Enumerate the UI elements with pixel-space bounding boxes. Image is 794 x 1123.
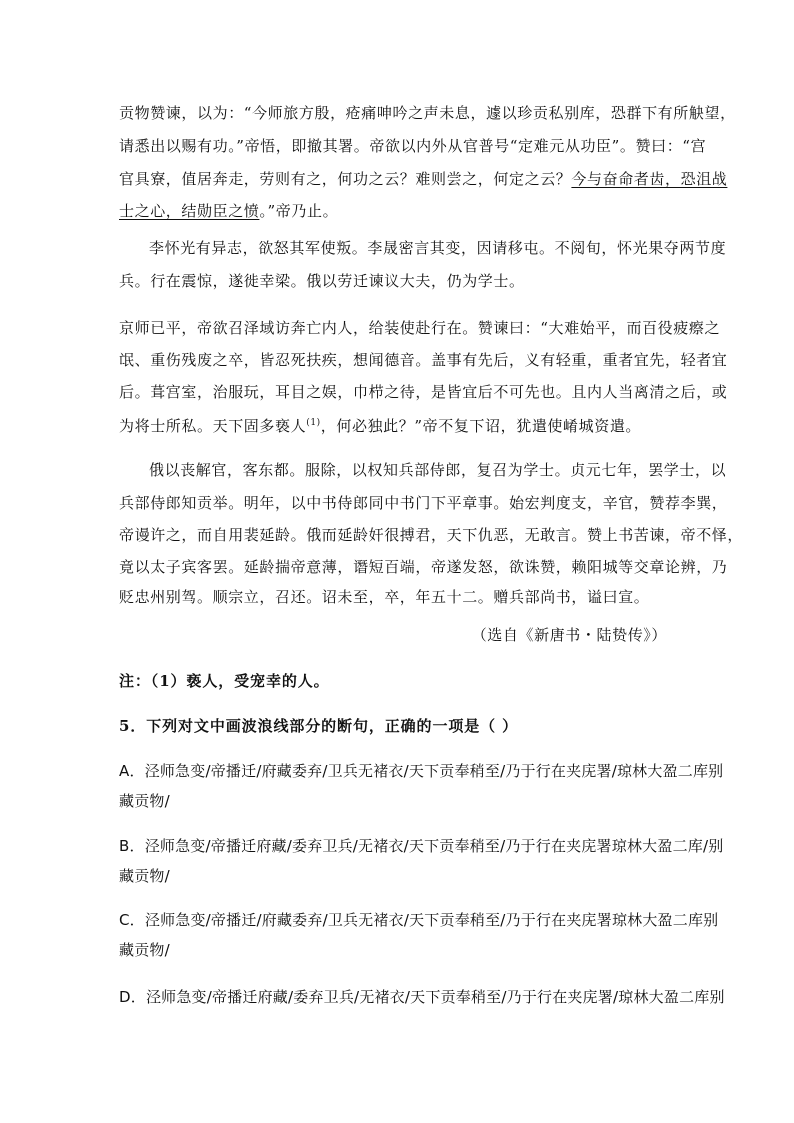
passage-line: 请悉出以赐有功。”帝悟，即撤其署。帝欲以内外从官普号“定难元从功臣”。赞曰：“宫 <box>119 137 707 155</box>
passage-line <box>119 199 679 223</box>
question-stem: 5．下列对文中画波浪线部分的断句，正确的一项是（ ） <box>119 717 519 735</box>
passage-line: 竟以太子宾客罢。延龄揣帝意薄，谮短百端，帝遂发怒，欲诛赞，赖阳城等交章论辨，乃 <box>119 558 728 576</box>
passage-line: 京师已平，帝欲召泽域访奔亡内人，给装使赴行在。赞谏曰：“大难始平，而百役疲瘵之 <box>119 319 721 337</box>
passage-line: 俄以丧解官，客东都。服除，以权知兵部侍郎，复召为学士。贞元七年，罢学士，以 <box>149 461 727 479</box>
passage-line: 贬忠州别驾。顺宗立，召还。诏未至，卒，年五十二。赠兵部尚书，谥曰宣。 <box>119 588 650 606</box>
underlined-text: 士之心，结勋臣之愤 <box>119 202 260 220</box>
option-b-cont: 藏贡物/ <box>119 867 170 885</box>
option-c: C．泾师急变/帝播迁/府藏委弃/卫兵无褚衣/天下贡奉稍至/乃于行在夹庑署琼林大盈二库别 <box>119 911 719 929</box>
option-c-cont: 藏贡物/ <box>119 941 170 959</box>
passage-text: 官具寮，值居奔走，劳则有之，何功之云？难则尝之，何定之云？ <box>119 170 572 188</box>
option-a: A．泾师急变/帝播迁/府藏委弃/卫兵无褚衣/天下贡奉稍至/乃于行在夹庑署/琼林大盈二库别 <box>119 762 724 780</box>
source-citation: （选自《新唐书・陆贽传》） <box>471 626 667 644</box>
passage-line <box>119 411 679 438</box>
underlined-text: 今与奋命者齿，恐沮战 <box>571 170 728 188</box>
passage-text: 为将士所私。天下固多亵人 <box>119 417 307 435</box>
passage-text: 。”帝乃止。 <box>259 202 339 220</box>
passage-line: 兵。行在震惊，遂徙幸梁。俄以劳迁谏议大夫，仍为学士。 <box>119 272 525 290</box>
option-b: B．泾师急变/帝播迁府藏/委弃卫兵/无褚衣/天下贡奉稍至/乃于行在夹庑署琼林大盈二库/别 <box>119 837 724 855</box>
passage-line: 氓、重伤残废之卒，皆忍死扶疾，想闻德音。盖事有先后，义有轻重，重者宜先，轻者宜 <box>119 351 728 369</box>
passage-line: 李怀光有异志，欲怒其军使叛。李晟密言其变，因请移屯。不阅旬，怀光果夺两节度 <box>149 239 727 257</box>
passage-line: 贡物赞谏，以为：“今师旅方殷，疮痛呻吟之声未息，遽以珍贡私别库，恐群下有所觖望， <box>119 104 736 122</box>
option-d: D．泾师急变/帝播迁府藏/委弃卫兵/无褚衣/天下贡奉稍至/乃于行在夹庑署/琼林大盈二库别 <box>119 988 725 1006</box>
option-a-cont: 藏贡物/ <box>119 792 170 810</box>
passage-line: 后。葺宫室，治服玩，耳目之娱，巾栉之待，是皆宜后不可先也。且内人当离清之后，或 <box>119 383 728 401</box>
passage-text: ，何必独此？”帝不复下诏，犹遣使崤城资遣。 <box>320 417 642 435</box>
footnote-marker: (1) <box>306 418 321 428</box>
passage-line <box>119 167 728 191</box>
footnote: 注：（1）亵人，受宠幸的人。 <box>119 672 330 690</box>
passage-line: 兵部侍郎知贡举。明年，以中书侍郎同中书门下平章事。始宏判度支，辛官，赞荐李巽， <box>119 494 728 512</box>
passage-line: 帝谩许之，而自用裴延龄。俄而延龄奸很搏君，天下仇恶，无敢言。赞上书苦谏，帝不怿， <box>119 526 744 544</box>
